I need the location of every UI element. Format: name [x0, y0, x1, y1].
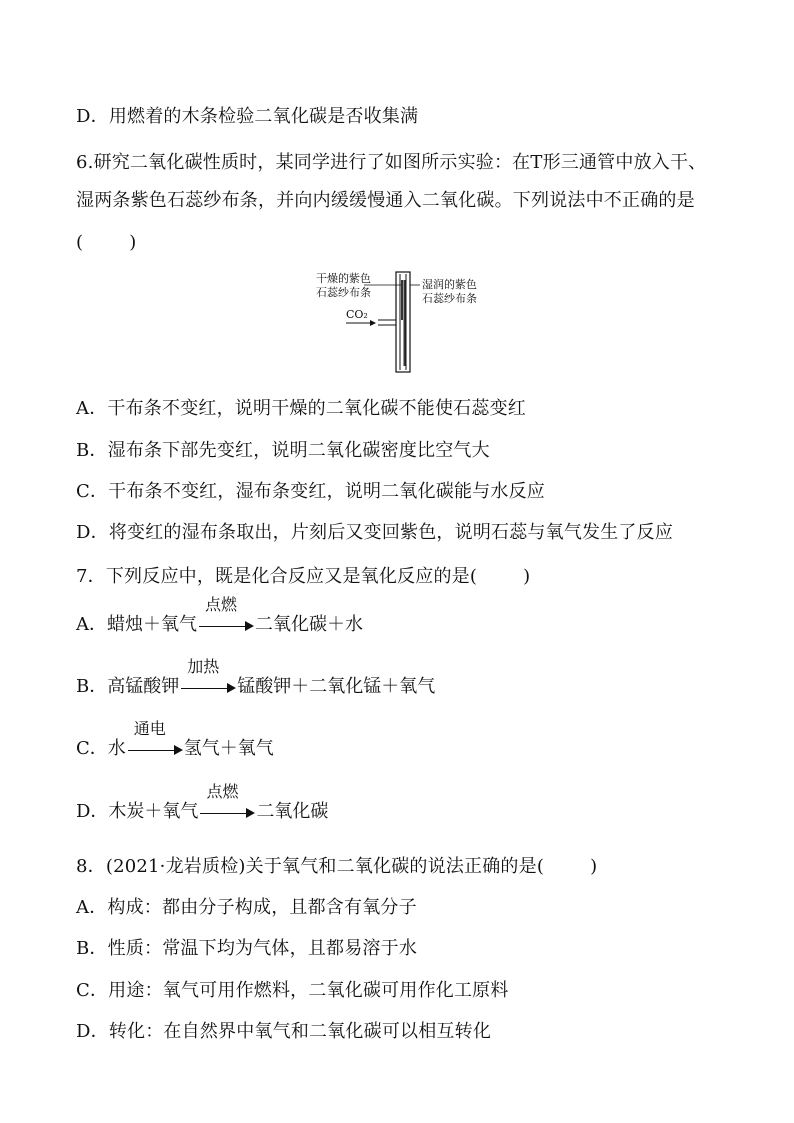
q7-option-b [76, 657, 436, 698]
paren-open: ( [76, 232, 84, 253]
q8-option-b: B．性质：常温下均为气体，且都易溶于水 [76, 938, 418, 959]
rxn-suffix: 氢气＋氧气 [183, 738, 274, 759]
q8-option-d: D．转化：在自然界中氧气和二氧化碳可以相互转化 [76, 1021, 492, 1042]
rxn-prefix: D．木炭＋氧气 [76, 801, 199, 822]
q7-stem-close: ) [523, 566, 531, 587]
t-tube-figure [314, 268, 494, 378]
label-wet-1: 湿润的紫色 [422, 278, 477, 291]
rxn-prefix: B．高锰酸钾 [76, 676, 180, 697]
rxn-prefix: C．水 [76, 738, 126, 759]
q7-stem [76, 566, 530, 588]
q5-option-d: D．用燃着的木条检验二氧化碳是否收集满 [76, 106, 419, 127]
q6-stem-line2: 湿两条紫色石蕊纱布条，并向内缓缓慢通入二氧化碳。下列说法中不正确的是 [76, 190, 695, 211]
label-wet-2: 石蕊纱布条 [422, 292, 477, 305]
q8-stem-text: 8．(2021·龙岩质检)关于氧气和二氧化碳的说法正确的是( [76, 856, 545, 877]
q7-option-d [76, 782, 329, 823]
reaction-arrow [198, 782, 256, 823]
co2-arrow-head [370, 320, 376, 326]
rxn-suffix: 锰酸钾＋二氧化锰＋氧气 [237, 676, 436, 697]
q7-stem-text: 7．下列反应中，既是化合反应又是氧化反应的是( [76, 566, 478, 587]
reaction-condition: 点燃 [205, 595, 238, 614]
q6-answer-paren [76, 232, 136, 254]
q8-stem [76, 856, 597, 878]
q8-stem-close: ) [590, 856, 598, 877]
q6-option-d: D．将变红的湿布条取出，片刻后又变回紫色，说明石蕊与氧气发生了反应 [76, 522, 674, 543]
wet-strip [404, 280, 406, 366]
q8-option-a: A．构成：都由分子构成，且都含有氧分子 [76, 897, 417, 918]
q7-option-c [76, 719, 274, 760]
q6-stem-line1: 6.研究二氧化碳性质时，某同学进行了如图所示实验：在T形三通管中放入干、 [76, 152, 707, 173]
reaction-arrow [197, 595, 255, 636]
label-dry-1: 干燥的紫色 [316, 272, 371, 285]
label-dry-2: 石蕊纱布条 [316, 286, 371, 299]
reaction-condition: 点燃 [206, 782, 239, 801]
q8-option-c: C．用途：氧气可用作燃料，二氧化碳可用作化工原料 [76, 980, 509, 1001]
reaction-condition: 加热 [187, 657, 220, 676]
reaction-arrow [126, 719, 184, 760]
rxn-prefix: A．蜡烛＋氧气 [76, 614, 197, 635]
label-co2: CO₂ [346, 308, 368, 321]
rxn-suffix: 二氧化碳＋水 [255, 614, 363, 635]
reaction-condition: 通电 [133, 719, 166, 738]
paren-close: ) [129, 232, 137, 253]
q7-option-a [76, 595, 363, 636]
dry-strip [401, 280, 403, 320]
q6-option-c: C．干布条不变红，湿布条变红，说明二氧化碳能与水反应 [76, 481, 545, 502]
reaction-arrow [179, 657, 237, 698]
q6-option-b: B．湿布条下部先变红，说明二氧化碳密度比空气大 [76, 440, 490, 461]
rxn-suffix: 二氧化碳 [256, 801, 329, 822]
q6-option-a: A．干布条不变红，说明干燥的二氧化碳不能使石蕊变红 [76, 398, 526, 419]
